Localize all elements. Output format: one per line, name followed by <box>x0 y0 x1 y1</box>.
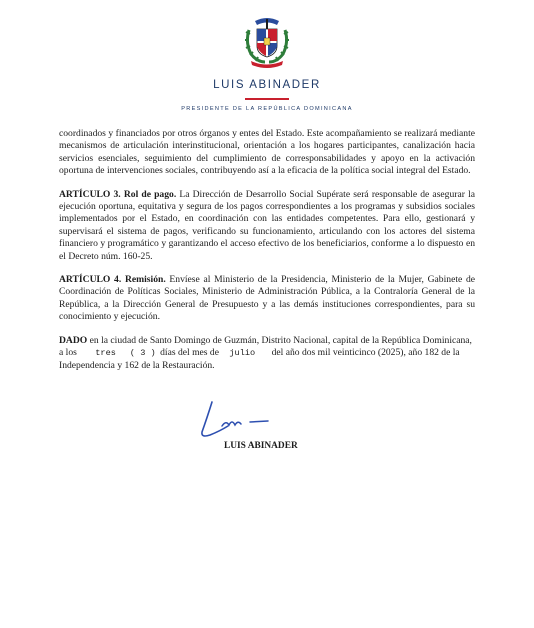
article-heading: ARTÍCULO 3. Rol de pago. <box>59 188 177 200</box>
letterhead-name: LUIS ABINADER <box>213 79 321 91</box>
letterhead-title: PRESIDENTE DE LA REPÚBLICA DOMINICANA <box>181 106 353 112</box>
paragraph-article-4 <box>59 274 475 324</box>
dado-heading: DADO <box>59 334 88 346</box>
dado-day-number: ( 3 ) <box>129 348 156 359</box>
paragraph-text: Envíese al Ministerio de la Presidencia, Ministerio de la Mujer, Gabinete de Coordinación de Políticas Sociales, Ministerio de Administración Pública, a la Contraloría General de la República, a la Dirección General de Presupuesto y a las demás instituciones correspondientes, para su conocimiento y ejecución. <box>59 274 475 323</box>
letterhead-divider <box>245 98 289 100</box>
coat-of-arms-icon <box>243 16 291 68</box>
paragraph-text: La Dirección de Desarrollo Social Supérate será responsable de asegurar la ejecución oportuna, equitativa y segura de los pagos correspondientes a los programas y subsidios sociales implementados por el Estado, en coordinación con las entidades competentes. Para ello, gestionará y supervisará el sistema de pagos, verificando su funcionamiento, articulando con los actores del sistema financiero y programático y garantizando el acceso efectivo de los beneficiarios, conforme a lo dispuesto en el Decreto núm. 160-25. <box>59 188 475 262</box>
article-heading: ARTÍCULO 4. Remisión. <box>59 274 166 286</box>
dado-text-2: días del mes de <box>157 347 222 359</box>
dado-day-word: tres <box>95 348 116 359</box>
dado-month: julio <box>229 348 256 359</box>
signer-name: LUIS ABINADER <box>224 441 298 451</box>
decree-body <box>59 128 475 383</box>
paragraph <box>59 128 475 178</box>
handwritten-signature <box>198 398 288 444</box>
paragraph-text: coordinados y financiados por otros órganos y entes del Estado. Este acompañamiento se realizará mediante mecanismos de articulación interinstitucional, orientación a los hogares participantes, canalización hacia servicios esenciales, seguimiento del cumplimiento de corresponsabilidades y apoyo en la activación oportuna de intervenciones sociales, contribuyendo así a la eficacia de la política social integral del Estado. <box>59 128 475 177</box>
dado-text-3: del año dos mil veinticinco (2025), año 182 de la Independencia y 162 de la Restauración. <box>59 347 460 371</box>
paragraph-dado <box>59 335 475 372</box>
paragraph-article-3 <box>59 189 475 263</box>
dado-text-1: en la ciudad de Santo Domingo de Guzmán, Distrito Nacional, capital de la República Dominicana, a los <box>59 334 472 359</box>
